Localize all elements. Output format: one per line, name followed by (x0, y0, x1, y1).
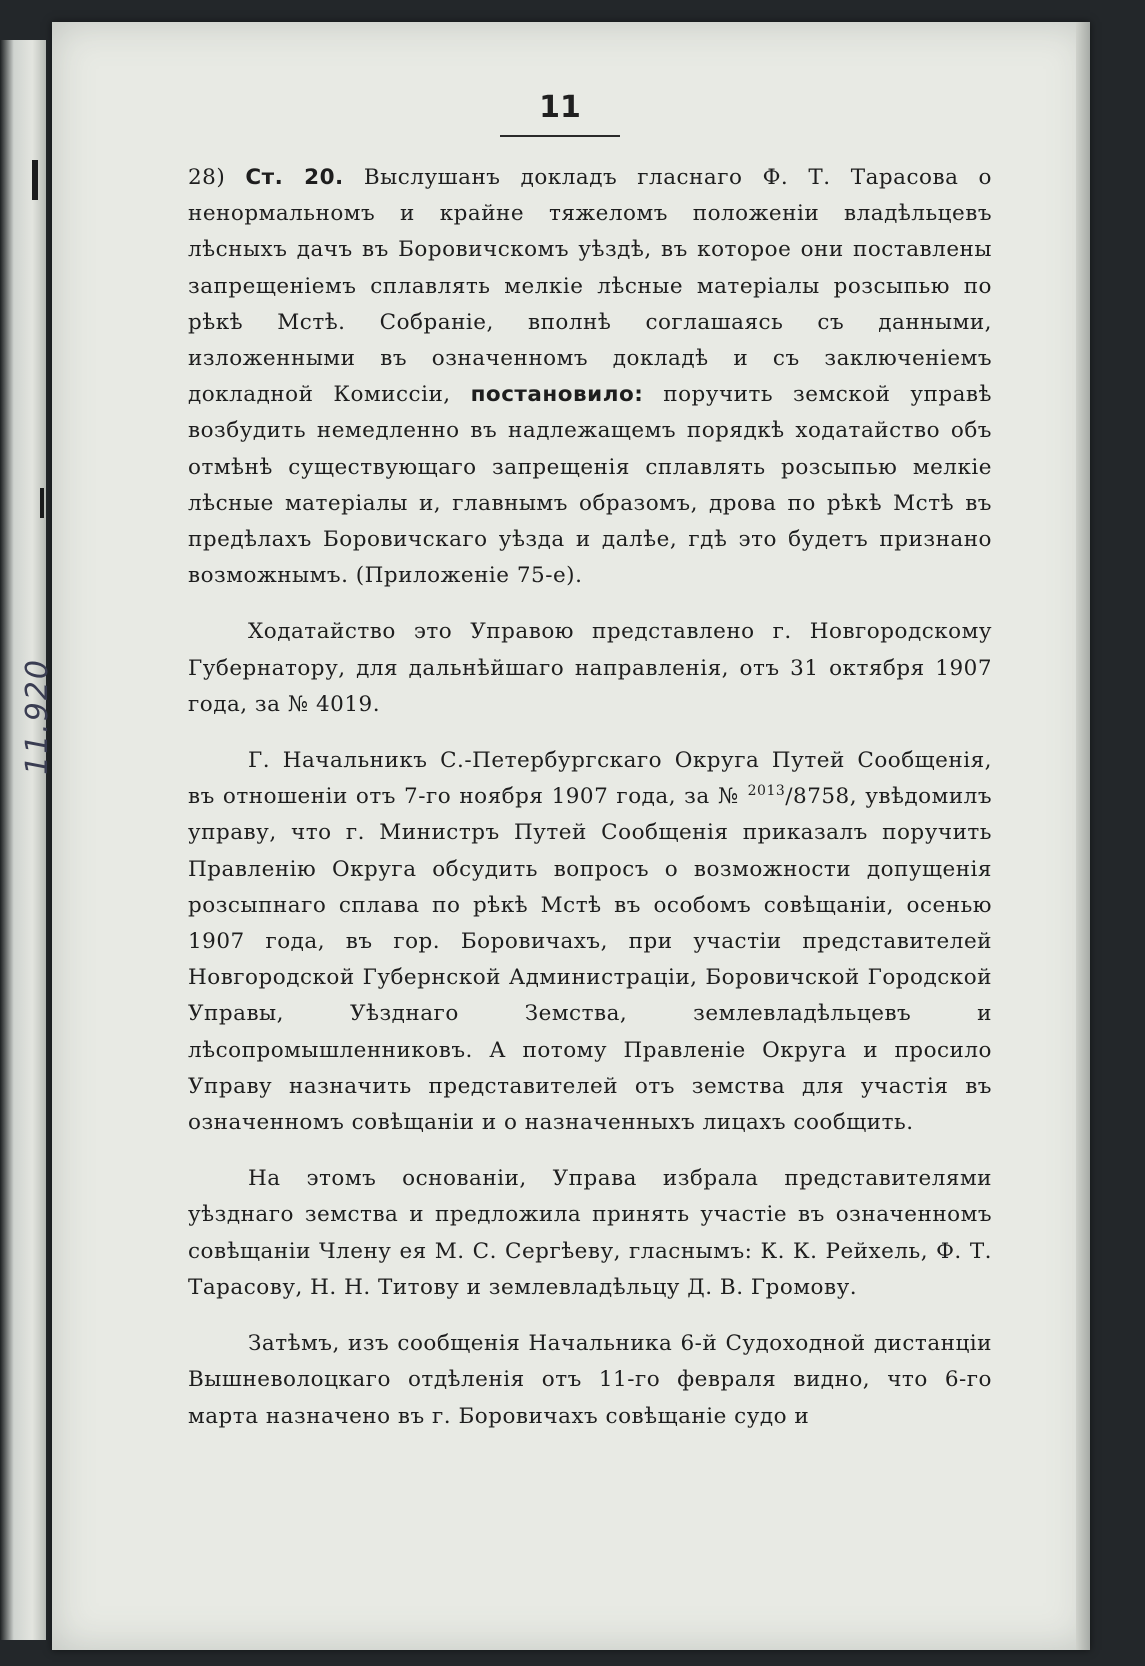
page-header (500, 90, 620, 137)
reference-number: /8758, (785, 784, 858, 810)
paragraph-article-20 (188, 160, 992, 594)
paragraph: Затѣмъ, изъ сообщенія Начальника 6-й Судоходной дистанціи Вышневолоцкаго отдѣленія отъ 11-го февраля видно, что 6-го марта назначено въ г. Боровичахъ совѣщаніе судо и (188, 1331, 992, 1429)
header-rule (500, 135, 620, 137)
left-page-mark (40, 488, 44, 518)
page-edge (1076, 22, 1090, 1650)
left-page-edge (0, 40, 46, 1640)
decree-word: постановило: (470, 382, 644, 408)
paragraph: Ходатайство это Управою представлено г. Новгородскому Губернатору, для дальнѣйшаго направленія, отъ 31 октября 1907 года, за № 4019. (188, 619, 992, 717)
paragraph-text: увѣдомилъ управу, что г. Министръ Путей Сообщенія приказалъ поручить Правленію Округа обсудить вопросъ о возможности допущенія розсыпнаго сплава по рѣкѣ Мстѣ въ особомъ совѣщаніи, осенью 1907 года, въ гор. Боровичахъ, при участіи представителей Новгородской Губернской Администраціи, Боровичской Городской Управы, Уѣзднаго Земства, землевладѣльцевъ и лѣсопромышленниковъ. А потому Правленіе Округа и просило Управу назначить представителей отъ земства для участія въ означенномъ совѣщаніи и о назначенныхъ лицахъ сообщить. (188, 784, 992, 1136)
paragraph (188, 743, 992, 1141)
paragraph-text: поручить земской управѣ возбудить немедленно въ надлежащемъ порядкѣ ходатайство объ отмѣнѣ существующаго запрещенія сплавлять розсыпью мелкіе лѣсные матеріалы и, главнымъ образомъ, дрова по рѣкѣ Мстѣ въ предѣлахъ Боровичскаго уѣзда и далѣе, гдѣ это будетъ признано возможнымъ. (Приложеніе 75-е). (188, 382, 993, 589)
accession-mark: 11.920 (20, 658, 55, 775)
paragraph: На этомъ основаніи, Управа избрала представителями уѣзднаго земства и предложила принять участіе въ означенномъ совѣщаніи Члену ея М. С. Сергѣеву, гласнымъ: К. К. Рейхель, Ф. Т. Тарасову, Н. Н. Титову и землевладѣльцу Д. В. Громову. (188, 1166, 992, 1300)
reference-superscript: 2013 (747, 783, 786, 800)
item-number: 28) (188, 165, 226, 190)
left-page-mark (32, 160, 38, 200)
page-number: 11 (539, 90, 581, 125)
body-text (188, 160, 992, 1455)
paragraph-text: Г. Начальникъ С.-Петербургскаго Округа Путей Сообщенія, въ отношеніи отъ 7-го ноября 1907 года, за № (188, 748, 992, 810)
paragraph-text: Выслушанъ докладъ гласнаго Ф. Т. Тарасова о ненормальномъ и крайне тяжеломъ положеніи владѣльцевъ лѣсныхъ дачъ въ Боровичскомъ уѣздѣ, въ которое они поставлены запрещеніемъ сплавлять мелкіе лѣсные матеріалы розсыпью по рѣкѣ Мстѣ. Собраніе, вполнѣ соглашаясь съ данными, изложенными въ означенномъ докладѣ и съ заключеніемъ докладной Комиссіи, (188, 165, 992, 408)
article-reference: Ст. 20. (245, 165, 344, 190)
